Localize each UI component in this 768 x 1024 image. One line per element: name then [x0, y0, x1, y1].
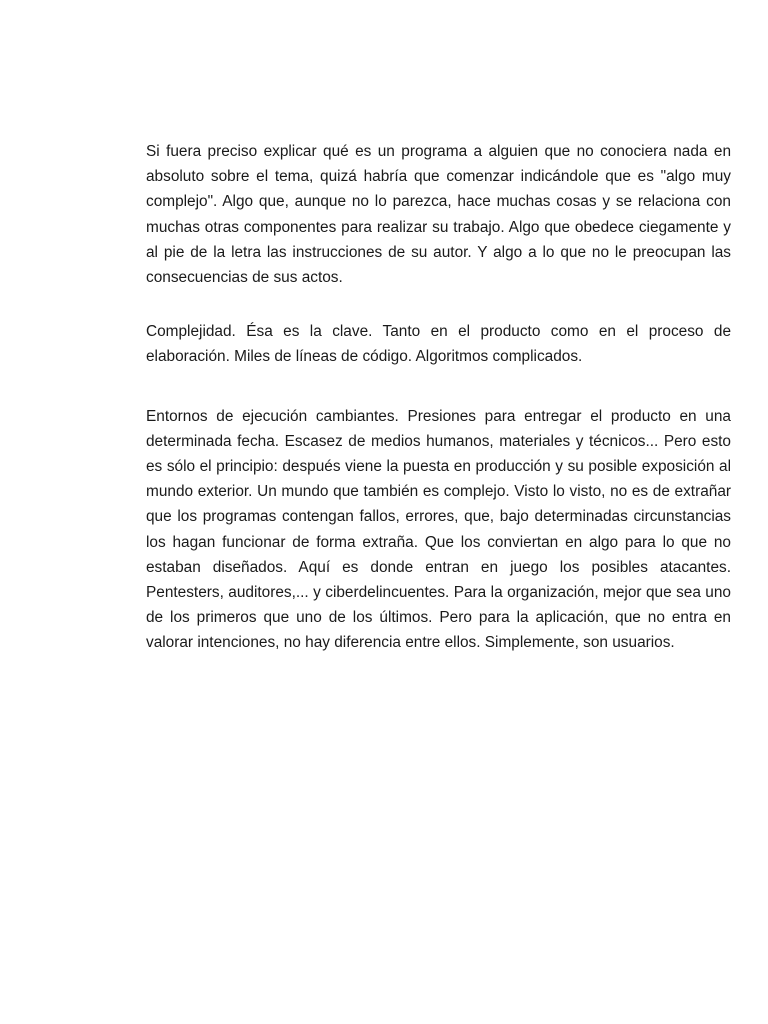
paragraph-complexity: Complejidad. Ésa es la clave. Tanto en el producto como en el proceso de elaboración. Miles de líneas de código. Algoritmos complicados. [146, 323, 731, 366]
document-page [146, 139, 731, 656]
paragraph-intro: Si fuera preciso explicar qué es un programa a alguien que no conociera nada en absoluto sobre el tema, quizá habría que comenzar indicándole que es "algo muy complejo". Algo que, aunque no lo parezca, hace muchas cosas y se relaciona con muchas otras componentes para realizar su trabajo. Algo que obedece ciegamente y al pie de la letra las instrucciones de su autor. Y algo a lo que no le preocupan las consecuencias de sus actos. [146, 143, 731, 287]
paragraph-environments: Entornos de ejecución cambiantes. Presiones para entregar el producto en una determinada fecha. Escasez de medios humanos, materiales y técnicos... Pero esto es sólo el principio: después viene la puesta en producción y su posible exposición al mundo exterior. Un mundo que también es complejo. Visto lo visto, no es de extrañar que los programas contengan fallos, errores, que, bajo determinadas circunstancias los hagan funcionar de forma extraña. Que los conviertan en algo para lo que no estaban diseñados. Aquí es donde entran en juego los posibles atacantes. Pentesters, auditores,... y ciberdelincuentes. Para la organización, mejor que sea uno de los primeros que uno de los últimos. Pero para la aplicación, que no entra en valorar intenciones, no hay diferencia entre ellos. Simplemente, son usuarios. [146, 407, 731, 652]
